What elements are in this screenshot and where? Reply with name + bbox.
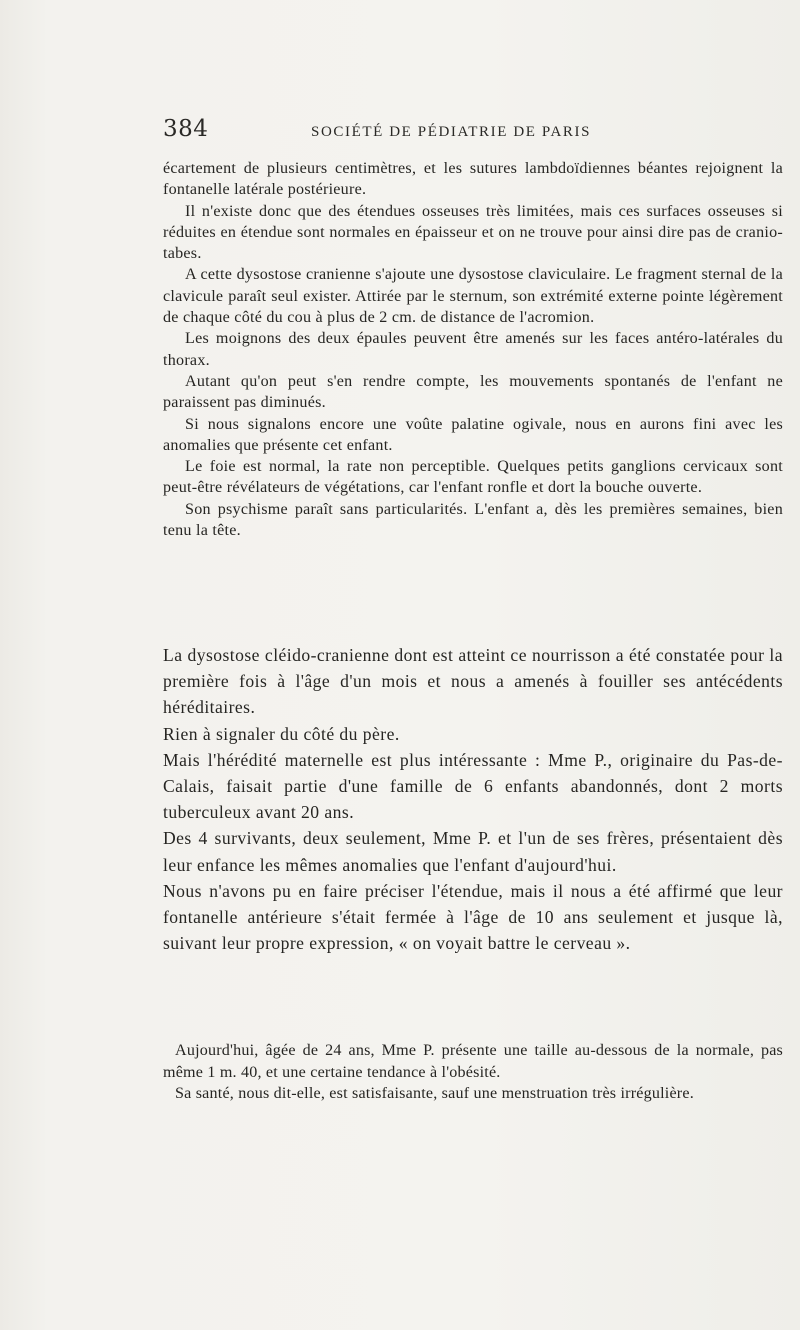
page-number: 384: [163, 116, 209, 142]
paragraph: Rien à signaler du côté du père.: [163, 723, 400, 744]
paragraph: Mais l'hérédité maternelle est plus intéressante : Mme P., originaire du Pas-de-Calais, faisait partie d'une famille de 6 enfants abandonnés, dont 2 morts tuberculeux avant 20 ans.: [163, 749, 783, 823]
paragraph: Si nous signalons encore une voûte palatine ogivale, nous en aurons fini avec les anomalies que présente cet enfant.: [163, 415, 783, 454]
closing-section: [163, 1040, 783, 1105]
paragraph: Le foie est normal, la rate non perceptible. Quelques petits ganglions cervicaux sont peut-être révélateurs de végétations, car l'enfant ronfle et dort la bouche ouverte.: [163, 458, 783, 497]
large-print-section: [163, 642, 783, 956]
paragraph: écartement de plusieurs centimètres, et les sutures lambdoïdiennes béantes rejoignent la fontanelle latérale postérieure.: [163, 160, 783, 199]
paragraph: A cette dysostose cranienne s'ajoute une dysostose claviculaire. Le fragment sternal de la clavicule paraît seul exister. Attirée par le sternum, son extrémité externe pointe légèrement de chaque côté du cou à plus de 2 cm. de distance de l'acromion.: [163, 266, 783, 327]
paragraph: Son psychisme paraît sans particularités. L'enfant a, dès les premières semaines, bien tenu la tête.: [163, 500, 783, 540]
paragraph: La dysostose cléido-cranienne dont est atteint ce nourrisson a été constatée pour la première fois à l'âge d'un mois et nous a amenés à fouiller ses antécédents héréditaires.: [163, 645, 783, 718]
running-head: SOCIÉTÉ DE PÉDIATRIE DE PARIS: [311, 124, 592, 140]
page-header: [163, 116, 783, 150]
paragraph: Des 4 survivants, deux seulement, Mme P. et l'un de ses frères, présentaient dès leur enfance les mêmes anomalies que l'enfant d'aujourd'hui.: [163, 828, 783, 875]
small-print-section: [163, 158, 783, 541]
paragraph: Les moignons des deux épaules peuvent être amenés sur les faces antéro-latérales du thorax.: [163, 330, 783, 369]
paragraph: Sa santé, nous dit-elle, est satisfaisante, sauf une menstruation très irrégulière.: [175, 1085, 694, 1103]
paragraph: Autant qu'on peut s'en rendre compte, les mouvements spontanés de l'enfant ne paraissent pas diminués.: [163, 372, 783, 412]
paragraph: Aujourd'hui, âgée de 24 ans, Mme P. présente une taille au-dessous de la normale, pas même 1 m. 40, et une certaine tendance à l'obésité.: [163, 1042, 783, 1081]
paragraph: Nous n'avons pu en faire préciser l'étendue, mais il nous a été affirmé que leur fontanelle antérieure s'était fermée à l'âge de 10 ans seulement et jusque là, suivant leur propre expression, « on voyait battre le cerveau ».: [163, 880, 783, 954]
paragraph: Il n'existe donc que des étendues osseuses très limitées, mais ces surfaces osseuses si réduites en étendue sont normales en épaisseur et on ne trouve pour ainsi dire pas de cranio-tabes.: [163, 202, 783, 263]
